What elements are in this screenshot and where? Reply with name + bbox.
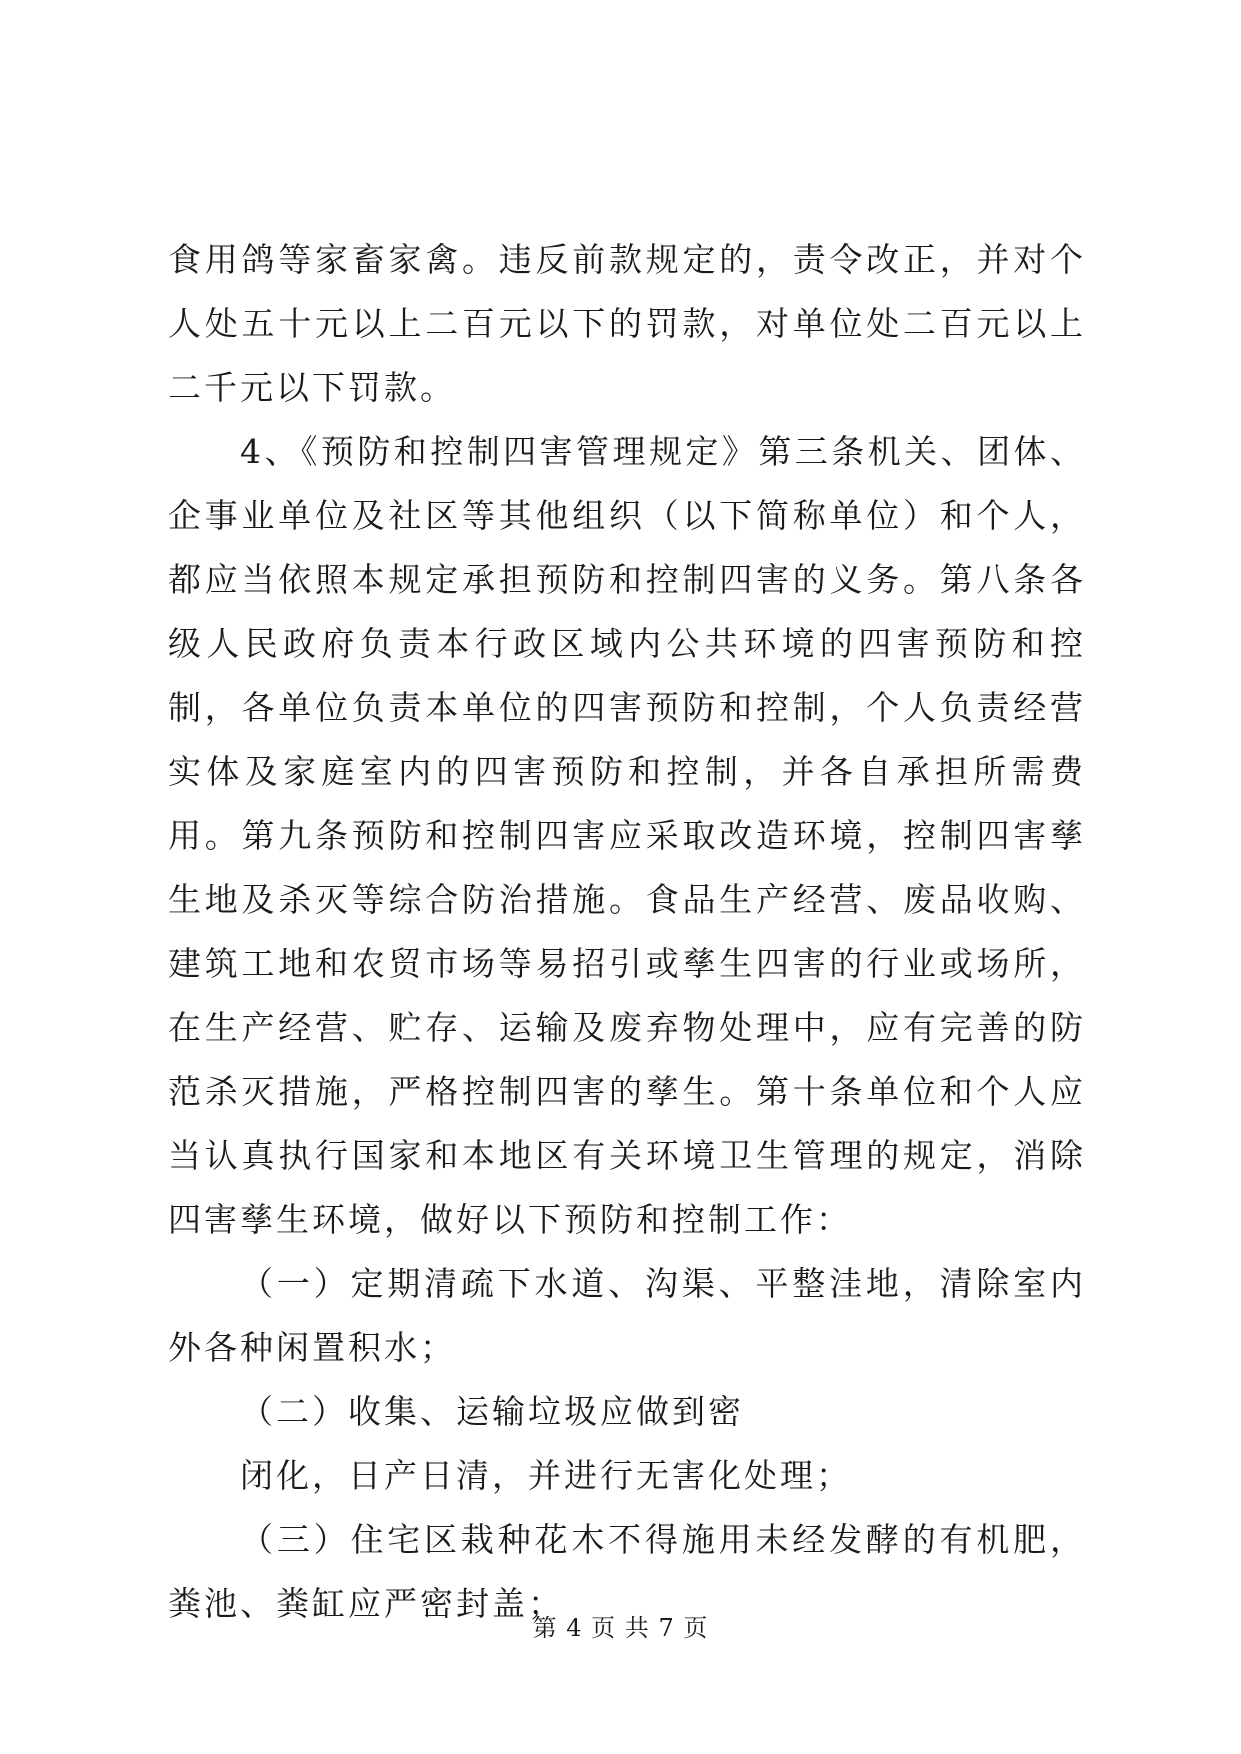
paragraph-1: 食用鸽等家畜家禽。违反前款规定的，责令改正，并对个人处五十元以上二百元以下的罚款，对单位处二百元以上二千元以下罚款。 <box>168 240 1086 407</box>
paragraph-3: （一）定期清疏下水道、沟渠、平整洼地，清除室内外各种闲置积水； <box>168 1264 1086 1367</box>
page-footer: 第 4 页 共 7 页 <box>532 1614 709 1642</box>
paragraph-4: （二）收集、运输垃圾应做到密 <box>240 1392 744 1431</box>
paragraph-2: 4、《预防和控制四害管理规定》第三条机关、团体、企事业单位及社区等其他组织（以下简称单位）和个人，都应当依照本规定承担预防和控制四害的义务。第八条各级人民政府负责本行政区域内公共环境的四害预防和控制，各单位负责本单位的四害预防和控制，个人负责经营实体及家庭室内的四害预防和控制，并各自承担所需费用。第九条预防和控制四害应采取改造环境，控制四害孳生地及杀灭等综合防治措施。食品生产经营、废品收购、建筑工地和农贸市场等易招引或孳生四害的行业或场所，在生产经营、贮存、运输及废弃物处理中，应有完善的防范杀灭措施，严格控制四害的孳生。第十条单位和个人应当认真执行国家和本地区有关环境卫生管理的规定，消除四害孳生环境，做好以下预防和控制工作： <box>168 432 1086 1239</box>
paragraph-5: 闭化，日产日清，并进行无害化处理； <box>240 1456 852 1495</box>
paragraph-6: （三）住宅区栽种花木不得施用未经发酵的有机肥，粪池、粪缸应严密封盖； <box>168 1520 1086 1623</box>
document-body <box>168 228 1086 1636</box>
